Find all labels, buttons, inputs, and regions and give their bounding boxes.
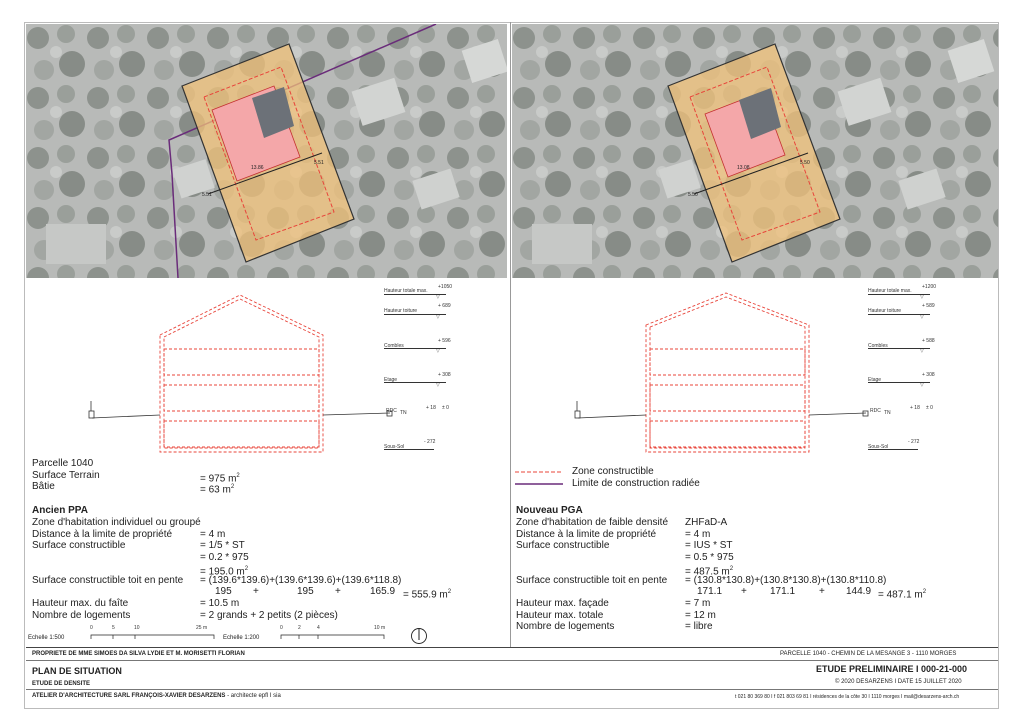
scale2-bar [280,632,385,640]
scale2-tick: 4 [317,625,320,631]
legend-swatches [515,467,565,491]
ancien-pente-result: 195 [297,586,314,597]
level-value: + 308 [438,372,451,378]
atelier: ATELIER D'ARCHITECTURE SARL FRANÇOIS-XAVIER DESARZENS - architecte epfl I sia [32,693,281,699]
nouveau-surface-value: = 487.5 $m^2$ [685,566,734,578]
level-value: - 272 [908,439,920,445]
level-zero: ± 0 [442,405,449,411]
ancien-distance-value: = 4 m [200,529,226,540]
level-zero: ± 0 [926,405,933,411]
level-marks-ancien: Hauteur totale max. +1050 ▽ Hauteur toiture + 689 ▽ Combles + 596 ▽ Etage + 308 ▽ RDC TN + 18 ± 0 Sous-Sol - 272 [384,284,453,450]
level-value: + 588 [922,338,935,344]
study-title: ETUDE PRELIMINAIRE I 000-21-000 [816,664,968,674]
level-label: Sous-Sol [384,444,405,450]
level-label: Sous-Sol [868,444,889,450]
level-value: + 596 [438,338,451,344]
nouveau-totale-label: Hauteur max. totale [516,610,604,621]
level-value: +1050 [438,284,453,290]
aerial-map-nouveau [512,24,998,278]
nouveau-pente-label: Surface constructible toit en pente [516,575,668,586]
aerial-map-ancien [26,24,507,278]
parcel-row-label: Bâtie [32,481,55,492]
level-value: - 272 [424,439,436,445]
ancien-pente-result: + [335,586,341,597]
scale1-tick: 0 [90,625,93,631]
nouveau-facade-value: = 7 m [685,598,711,609]
parcel-title: Parcelle 1040 [32,458,94,469]
ancien-pente-result: 195 [215,586,232,597]
dim-right: 5.50 [800,160,810,166]
parcel-address: PARCELLE 1040 - CHEMIN DE LA MESANGE 3 - 1110 MORGES [780,651,957,657]
level-label: Combles [384,343,404,349]
nouveau-logements-label: Nombre de logements [516,621,615,632]
level-value: + 18 [426,405,436,411]
level-label: Hauteur totale max. [868,288,912,294]
level-value: + 589 [922,303,935,309]
dim-top: 13.08 [737,165,750,171]
ancien-surface-label: Surface constructible [32,540,126,551]
nouveau-distance-value: = 4 m [685,529,711,540]
parcel-row-value: = 975 $m^2$ [200,473,240,485]
nouveau-zone-code: ZHFaD-A [685,517,728,528]
level-tn: TN [884,410,891,416]
north-arrow-icon [410,627,428,645]
ancien-distance-label: Distance à la limite de propriété [32,529,173,540]
scale1-tick: 5 [112,625,115,631]
nouveau-totale-value: = 12 m [685,610,716,621]
nouveau-pente-result: 144.9 [846,586,872,597]
ancien-faite-value: = 10.5 m [200,598,240,609]
level-label: Combles [868,343,888,349]
scale1-tick: 10 [134,625,140,631]
level-marks-nouveau: Hauteur totale max. +1200 ▽ Hauteur toiture + 589 ▽ Combles + 588 ▽ Etage + 308 ▽ RDC TN + 18 ± 0 Sous-Sol - 272 [868,284,937,450]
scale2-label: Echelle 1:200 [223,635,260,641]
scale2-tick: 10 m [374,625,386,631]
nouveau-pente-formula: = (130.8*130.8)+(130.8*130.8)+(130.8*110.8) [685,575,887,586]
nouveau-zone-label: Zone d'habitation de faible densité [516,517,669,528]
parcel-row-label: Surface Terrain [32,470,100,481]
legend-zone-label: Zone constructible [572,466,654,477]
dim-top: 13.86 [251,165,264,171]
level-value: + 18 [910,405,920,411]
scale1-label: Echelle 1:500 [28,635,65,641]
scale-bars [28,625,428,645]
ancien-surface-value: = 195.0 $m^2$ [200,566,249,578]
nouveau-distance-label: Distance à la limite de propriété [516,529,657,540]
nouveau-pente-result: 171.1 [697,586,723,597]
ancien-pente-total: = 555.9 $m^2$ [403,589,452,601]
level-label: Etage [868,377,882,383]
parcel-row-value: = 63 $m^2$ [200,484,235,496]
plan-title: PLAN DE SITUATION [32,666,122,676]
ancien-logements-value: = 2 grands + 2 petits (2 pièces) [200,610,338,621]
level-label: RDC [870,408,881,414]
ancien-faite-label: Hauteur max. du faîte [32,598,129,609]
nouveau-pente-result: 171.1 [770,586,796,597]
legend-limit-label: Limite de construction radiée [572,478,700,489]
nouveau-surface-label: Surface constructible [516,540,610,551]
ancien-pente-label: Surface constructible toit en pente [32,575,184,586]
study-type: ETUDE DE DENSITE [32,681,91,687]
ancien-logements-label: Nombre de logements [32,610,131,621]
nouveau-pente-result: + [819,586,825,597]
ancien-zone: Zone d'habitation individuel ou groupé [32,517,201,528]
nouveau-pente-total: = 487.1 $m^2$ [878,589,927,601]
owner: PROPRIETE DE MME SIMOES DA SILVA LYDIE ET M. MORISETTI FLORIAN [32,651,245,657]
title-block-separator [26,647,998,648]
nouveau-title: Nouveau PGA [516,505,583,516]
level-label: Hauteur totale max. [384,288,428,294]
ancien-pente-result: + [253,586,259,597]
level-value: + 689 [438,303,451,309]
dim-left: 5.51 [202,192,212,198]
nouveau-surface-value: = 0.5 * 975 [685,552,734,563]
dim-right: 5.51 [314,160,324,166]
ancien-pente-result: 165.9 [370,586,396,597]
dim-left: 5.50 [688,192,698,198]
level-value: +1200 [922,284,937,290]
scale1-tick: 25 m [196,625,208,631]
level-label: Etage [384,377,398,383]
contact: t 021 80 369 80 I f 021 803 69 81 I résidences de la côte 30 I 1110 morges I mail@desarzens-arch.ch [735,694,960,700]
ancien-surface-value: = 1/5 * ST [200,540,245,551]
ancien-title: Ancien PPA [32,505,88,516]
level-label: Hauteur toiture [868,308,902,314]
ancien-surface-value: = 0.2 * 975 [200,552,249,563]
nouveau-pente-result: + [741,586,747,597]
panel-divider [510,22,511,647]
level-value: + 308 [922,372,935,378]
ancien-pente-formula: = (139.6*139.6)+(139.6*139.6)+(139.6*118.8) [200,575,402,586]
scale1-bar [90,632,215,640]
nouveau-surface-value: = IUS * ST [685,540,733,551]
level-tn: TN [400,410,407,416]
level-label: Hauteur toiture [384,308,418,314]
nouveau-facade-label: Hauteur max. façade [516,598,609,609]
level-label: RDC [386,408,397,414]
copyright: © 2020 DESARZENS I DATE 15 JUILLET 2020 [835,679,962,685]
nouveau-logements-value: = libre [685,621,713,632]
scale2-tick: 2 [298,625,301,631]
scale2-tick: 0 [280,625,283,631]
